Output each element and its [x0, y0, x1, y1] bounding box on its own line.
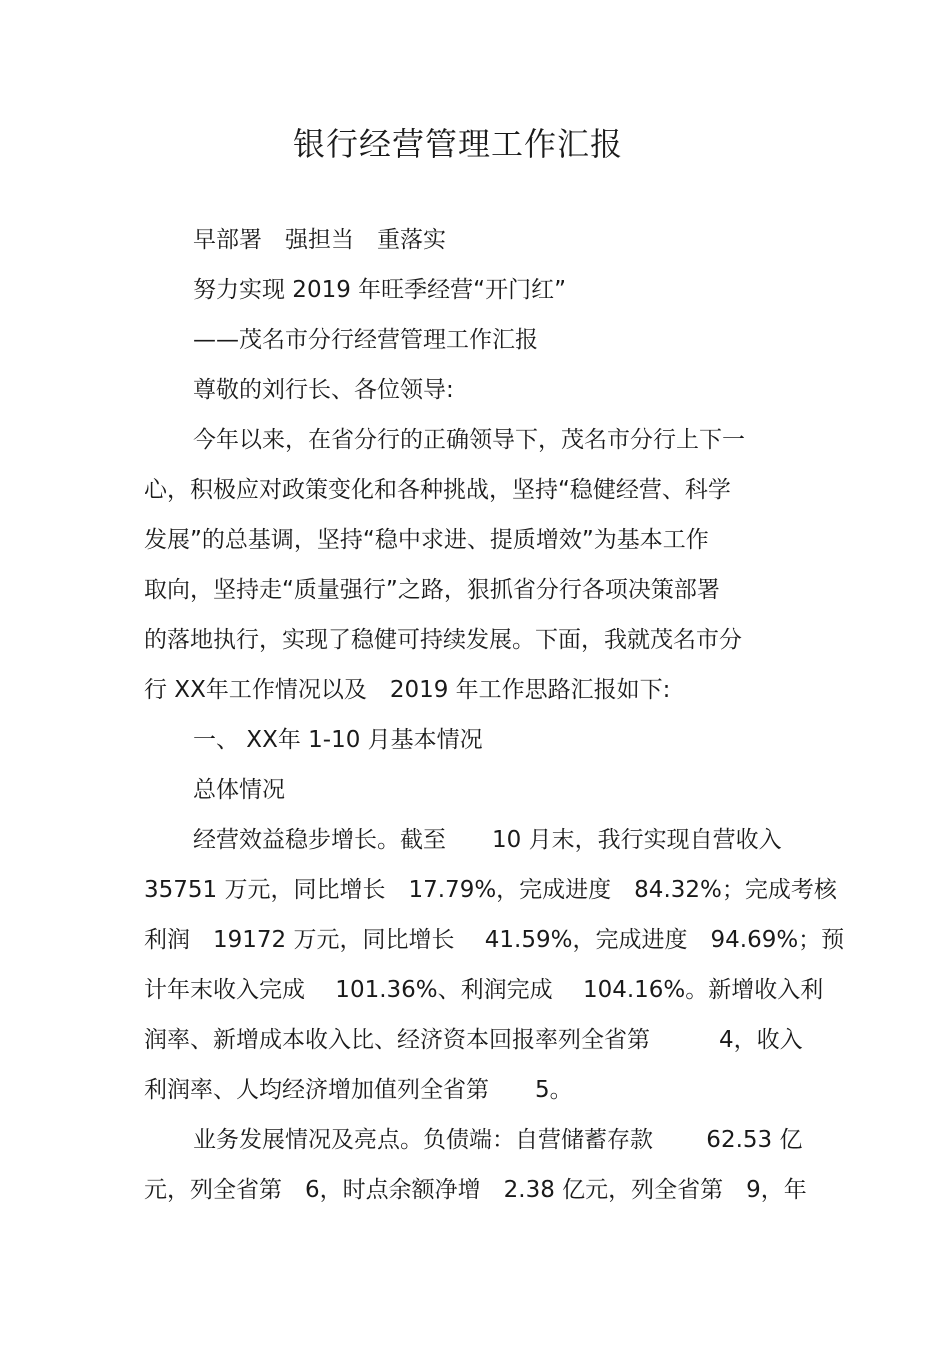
paragraph-line: 发展”的总基调，坚持“稳中求进、提质增效”为基本工作: [144, 527, 709, 553]
paragraph-line: 计年末收入完成 101.36%、利润完成 104.16%。新增收入利: [144, 977, 824, 1003]
subtitle-line-2: 努力实现 2019 年旺季经营“开门红”: [193, 277, 566, 303]
paragraph-line: 心，积极应对政策变化和各种挑战，坚持“稳健经营、科学: [144, 477, 731, 503]
paragraph-line: 的落地执行，实现了稳健可持续发展。下面，我就茂名市分: [144, 627, 742, 653]
paragraph-line: 经营效益稳步增长。截至 10 月末，我行实现自营收入: [193, 827, 782, 853]
paragraph-line: 元，列全省第 6，时点余额净增 2.38 亿元，列全省第 9，年: [144, 1177, 807, 1203]
paragraph-line: 行 XX年工作情况以及 2019 年工作思路汇报如下:: [144, 677, 671, 703]
section-heading: 一、 XX年 1-10 月基本情况: [193, 727, 483, 753]
document-title: 银行经营管理工作汇报: [292, 125, 623, 163]
paragraph-line: 取向，坚持走“质量强行”之路，狠抓省分行各项决策部署: [144, 577, 720, 603]
subtitle-line-1: 早部署 强担当 重落实: [193, 227, 446, 253]
paragraph-line: 今年以来，在省分行的正确领导下，茂名市分行上下一: [193, 427, 745, 453]
subtitle-line-3: ——茂名市分行经营管理工作汇报: [193, 327, 538, 353]
paragraph-line: 业务发展情况及亮点。负债端：自营储蓄存款 62.53 亿: [193, 1127, 803, 1153]
salutation: 尊敬的刘行长、各位领导:: [193, 377, 454, 403]
subsection-heading: 总体情况: [193, 777, 285, 803]
paragraph-line: 利润 19172 万元，同比增长 41.59%，完成进度 94.69%；预: [144, 927, 845, 953]
paragraph-line: 35751 万元，同比增长 17.79%，完成进度 84.32%；完成考核: [144, 877, 837, 903]
paragraph-line: 润率、新增成本收入比、经济资本回报率列全省第 4，收入: [144, 1027, 803, 1053]
paragraph-line: 利润率、人均经济增加值列全省第 5。: [144, 1077, 573, 1103]
